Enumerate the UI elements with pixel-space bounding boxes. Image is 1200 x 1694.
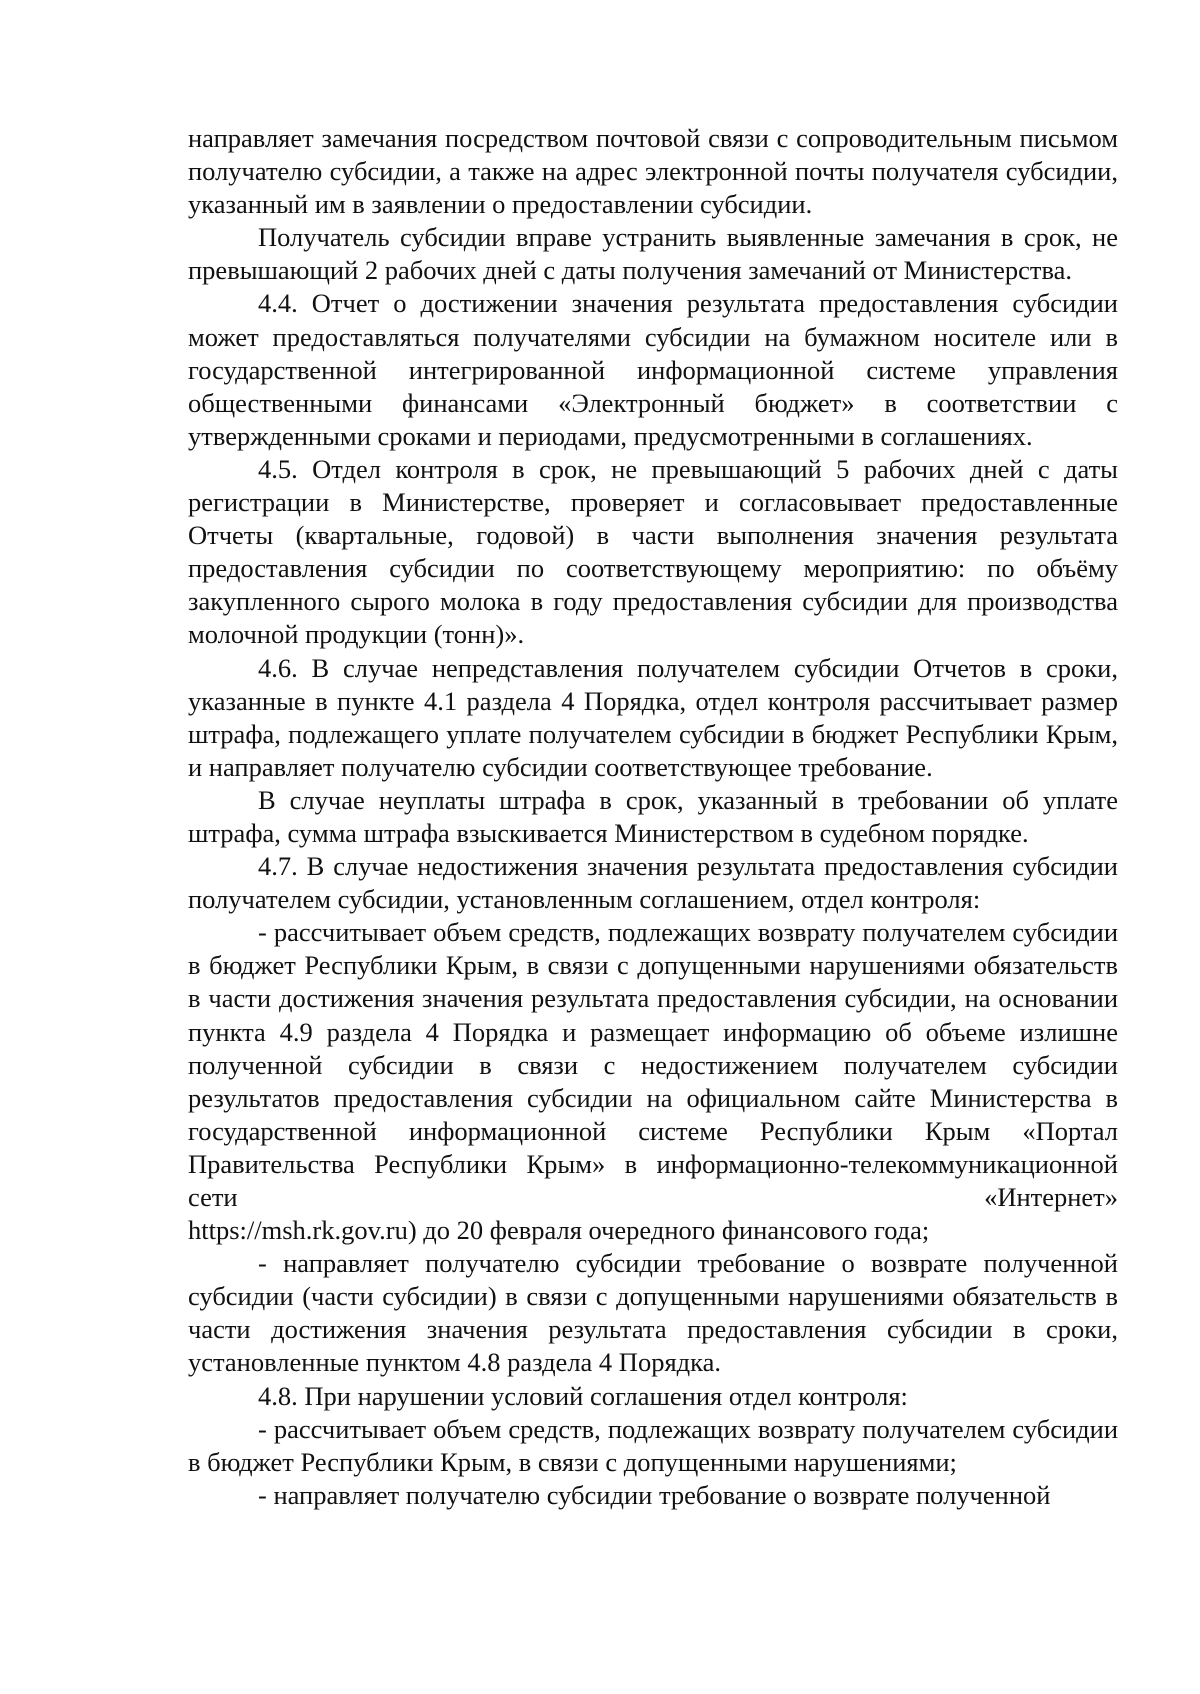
- paragraph-4-8: 4.8. При нарушении условий соглашения отдел контроля:: [258, 1380, 908, 1411]
- paragraph-4-7-demand: - направляет получателю субсидии требование о возврате полученной субсидии (части субсидии) в связи с допущенными нарушениями обязательств в части достижения значения результата предоставления субсидии в сроки, установленные пунктом 4.8 раздела 4 Порядка.: [188, 1248, 1118, 1378]
- paragraph-recipient-right: Получатель субсидии вправе устранить выявленные замечания в срок, не превышающий 2 рабочих дней с даты получения замечаний от Министерства.: [188, 222, 1118, 286]
- paragraph-4-8-demand: - направляет получателю субсидии требование о возврате полученной: [258, 1479, 1051, 1510]
- document-page: [188, 122, 1118, 1512]
- paragraph-4-5: 4.5. Отдел контроля в срок, не превышающий 5 рабочих дней с даты регистрации в Министерстве, проверяет и согласовывает предоставленные Отчеты (квартальные, годовой) в части выполнения значения результата предоставления субсидии по соответствующему мероприятию: по объёму закупленного сырого молока в году предоставления субсидии для производства молочной продукции (тонн)».: [188, 453, 1118, 650]
- paragraph-4-7-calculation: - рассчитывает объем средств, подлежащих возврату получателем субсидии в бюджет Республики Крым, в связи с допущенными нарушениями обязательств в части достижения значения результата предоставления субсидии, на основании пункта 4.9 раздела 4 Порядка и размещает информацию об объеме излишне полученной субсидии в связи с недостижением получателем субсидии результатов предоставления субсидии на официальном сайте Министерства в государственной информационной системе Республики Крым «Портал Правительства Республики Крым» в информационно-телекоммуникационной сети «Интернет»: [188, 917, 1118, 1212]
- paragraph-4-4: 4.4. Отчет о достижении значения результата предоставления субсидии может предоставляться получателями субсидии на бумажном носителе или в государственной интегрированной информационной системе управления общественными финансами «Электронный бюджет» в соответствии с утвержденными сроками и периодами, предусмотренными в соглашениях.: [188, 288, 1118, 451]
- paragraph-4-7-link: https://msh.rk.gov.ru) до 20 февраля очередного финансового года;: [188, 1215, 930, 1246]
- paragraph-4-8-calculation: - рассчитывает объем средств, подлежащих возврату получателем субсидии в бюджет Республики Крым, в связи с допущенными нарушениями;: [188, 1413, 1118, 1477]
- paragraph-continuation: направляет замечания посредством почтовой связи с сопроводительным письмом получателю субсидии, а также на адрес электронной почты получателя субсидии, указанный им в заявлении о предоставлении субсидии.: [188, 123, 1118, 220]
- paragraph-fine-nonpayment: В случае неуплаты штрафа в срок, указанный в требовании об уплате штрафа, сумма штрафа взыскивается Министерством в судебном порядке.: [188, 784, 1118, 848]
- paragraph-4-6: 4.6. В случае непредставления получателем субсидии Отчетов в сроки, указанные в пункте 4.1 раздела 4 Порядка, отдел контроля рассчитывает размер штрафа, подлежащего уплате получателем субсидии в бюджет Республики Крым, и направляет получателю субсидии соответствующее требование.: [188, 652, 1118, 782]
- paragraph-4-7: 4.7. В случае недостижения значения результата предоставления субсидии получателем субсидии, установленным соглашением, отдел контроля:: [188, 851, 1118, 915]
